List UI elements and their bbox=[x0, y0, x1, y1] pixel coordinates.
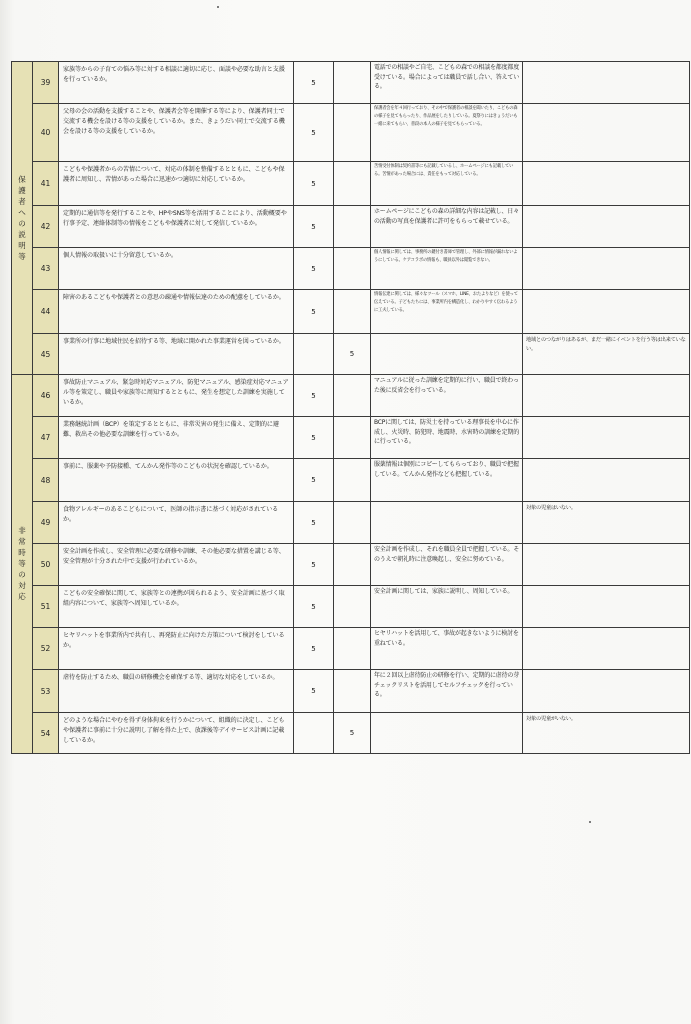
table-row bbox=[12, 206, 690, 248]
table-row bbox=[12, 670, 690, 713]
status-text: 安全計画に関しては、家族に説明し、周知している。 bbox=[371, 586, 523, 628]
question-text: 事前に、服薬や予防接種、てんかん発作等のこどもの状況を確認しているか。 bbox=[59, 459, 294, 502]
status-text: 服薬情報は個別にコピーしてもらっており、職員で把握している。てんかん発作なども把握している。 bbox=[371, 459, 523, 502]
yes-count: 5 bbox=[294, 586, 334, 628]
no-count bbox=[334, 248, 371, 290]
question-text: 業務継続計画（BCP）を策定するとともに、非常災害の発生に備え、定期的に避難、救出その他必要な訓練を行っているか。 bbox=[59, 417, 294, 459]
row-number: 39 bbox=[33, 62, 59, 104]
question-text: こどもや保護者からの苦情について、対応の体制を整備するとともに、こどもや保護者に周知し、苦情があった場合に迅速かつ適切に対応しているか。 bbox=[59, 162, 294, 206]
status-text: 個人情報に関しては、事務所の鍵付き書庫で管理し、外部に情報が漏れないようにしている。ケアコラボの情報も、職員以外は閲覧できない。 bbox=[371, 248, 523, 290]
no-count bbox=[334, 586, 371, 628]
improvement-text bbox=[523, 248, 690, 290]
no-count bbox=[334, 162, 371, 206]
status-text bbox=[371, 502, 523, 544]
improvement-text bbox=[523, 206, 690, 248]
question-text: ヒヤリハットを事業所内で共有し、再発防止に向けた方策について検討をしているか。 bbox=[59, 628, 294, 670]
yes-count: 5 bbox=[294, 162, 334, 206]
yes-count bbox=[294, 334, 334, 375]
improvement-text bbox=[523, 459, 690, 502]
no-count bbox=[334, 206, 371, 248]
table-row bbox=[12, 62, 690, 104]
yes-count: 5 bbox=[294, 290, 334, 334]
question-text: 家族等からの子育ての悩み等に対する相談に適切に応じ、面談や必要な助言と支援を行っているか。 bbox=[59, 62, 294, 104]
row-number: 45 bbox=[33, 334, 59, 375]
status-text: ヒヤリハットを活用して、事故が起きないように検討を重ねている。 bbox=[371, 628, 523, 670]
yes-count: 5 bbox=[294, 628, 334, 670]
question-text: 食物アレルギーのあるこどもについて、医師の指示書に基づく対応がされているか。 bbox=[59, 502, 294, 544]
table-row bbox=[12, 544, 690, 586]
status-text: 安全計画を作成し、それを職員全員で把握している。そのうえで朝礼時に注意喚起し、安全に努めている。 bbox=[371, 544, 523, 586]
yes-count: 5 bbox=[294, 544, 334, 586]
row-number: 40 bbox=[33, 104, 59, 162]
no-count bbox=[334, 290, 371, 334]
no-count bbox=[334, 502, 371, 544]
scan-speck bbox=[217, 6, 219, 8]
table-row bbox=[12, 459, 690, 502]
improvement-text bbox=[523, 670, 690, 713]
scan-speck bbox=[589, 821, 591, 823]
no-count bbox=[334, 62, 371, 104]
row-number: 43 bbox=[33, 248, 59, 290]
question-text: 事故防止マニュアル、緊急時対応マニュアル、防犯マニュアル、感染症対応マニュアル等を策定し、職員や家族等に周知するとともに、発生を想定した訓練を実施しているか。 bbox=[59, 375, 294, 417]
status-text: ホームページにこどもの森の詳細な内容は記載し、日々の活動の写真を保護者に許可をもらって載せている。 bbox=[371, 206, 523, 248]
yes-count: 5 bbox=[294, 62, 334, 104]
table-row bbox=[12, 248, 690, 290]
table-row bbox=[12, 417, 690, 459]
status-text: 年に２回以上虐待防止の研修を行い、定期的に虐待の芽チェックリストを活用してセルフチェックを行っている。 bbox=[371, 670, 523, 713]
table-row bbox=[12, 713, 690, 754]
table-row bbox=[12, 334, 690, 375]
yes-count: 5 bbox=[294, 459, 334, 502]
row-number: 53 bbox=[33, 670, 59, 713]
no-count bbox=[334, 628, 371, 670]
evaluation-table bbox=[11, 61, 690, 754]
question-text: 個人情報の取扱いに十分留意しているか。 bbox=[59, 248, 294, 290]
question-text: 父母の会の活動を支援することや、保護者会等を開催する等により、保護者同士で交流する機会を設ける等の支援をしているか。また、きょうだい同士で交流する機会を設ける等の支援をしているか。 bbox=[59, 104, 294, 162]
improvement-text bbox=[523, 586, 690, 628]
no-count bbox=[334, 544, 371, 586]
improvement-text bbox=[523, 290, 690, 334]
no-count: 5 bbox=[334, 334, 371, 375]
status-text: 情報伝達に関しては、様々なツール（スマホ、LINE、おたよりなど）を使って伝えている。子どもたちには、事業所内を構造化し、わかりやすく伝わるように工夫している。 bbox=[371, 290, 523, 334]
improvement-text bbox=[523, 62, 690, 104]
yes-count: 5 bbox=[294, 104, 334, 162]
question-text: 虐待を防止するため、職員の研修機会を確保する等、適切な対応をしているか。 bbox=[59, 670, 294, 713]
question-text: 事業所の行事に地域住民を招待する等、地域に開かれた事業運営を図っているか。 bbox=[59, 334, 294, 375]
yes-count: 5 bbox=[294, 375, 334, 417]
no-count: 5 bbox=[334, 713, 371, 754]
status-text: 保護者会を年４回行っており、その中で保護者の相談を聞いたり、こどもの森の様子を見てもらったり、作品展をしたりしている。夏祭りにはきょうだいも一緒に来てもらい、普段の本人の様子を見てもらっている。 bbox=[371, 104, 523, 162]
question-text: 障害のあるこどもや保護者との意思の疎通や情報伝達のための配慮をしているか。 bbox=[59, 290, 294, 334]
improvement-text bbox=[523, 162, 690, 206]
table-row bbox=[12, 502, 690, 544]
row-number: 48 bbox=[33, 459, 59, 502]
question-text: 安全計画を作成し、安全管理に必要な研修や訓練、その他必要な措置を講じる等、安全管理が十分された中で支援が行われているか。 bbox=[59, 544, 294, 586]
row-number: 49 bbox=[33, 502, 59, 544]
row-number: 42 bbox=[33, 206, 59, 248]
yes-count: 5 bbox=[294, 206, 334, 248]
table-row bbox=[12, 162, 690, 206]
row-number: 54 bbox=[33, 713, 59, 754]
yes-count: 5 bbox=[294, 502, 334, 544]
yes-count: 5 bbox=[294, 417, 334, 459]
row-number: 51 bbox=[33, 586, 59, 628]
yes-count: 5 bbox=[294, 248, 334, 290]
row-number: 52 bbox=[33, 628, 59, 670]
status-text bbox=[371, 334, 523, 375]
section-label-emergency: 非常時等の対応 bbox=[12, 375, 33, 754]
improvement-text bbox=[523, 544, 690, 586]
improvement-text: 地域とのつながりはあるが、まだ一緒にイベントを行う等は出来ていない。 bbox=[523, 334, 690, 375]
improvement-text bbox=[523, 628, 690, 670]
improvement-text: 対象の児童はいない。 bbox=[523, 502, 690, 544]
status-text: BCPに関しては、防災士を持っている理事長を中心に作成し、火災時、防犯時、地震時、水害時の訓練を定期的に行っている。 bbox=[371, 417, 523, 459]
status-text: マニュアルに従った訓練を定期的に行い、職員で終わった後に反省会を行っている。 bbox=[371, 375, 523, 417]
improvement-text bbox=[523, 375, 690, 417]
no-count bbox=[334, 375, 371, 417]
no-count bbox=[334, 104, 371, 162]
no-count bbox=[334, 670, 371, 713]
improvement-text: 対象の児童がいない。 bbox=[523, 713, 690, 754]
improvement-text bbox=[523, 417, 690, 459]
row-number: 46 bbox=[33, 375, 59, 417]
table-row bbox=[12, 628, 690, 670]
table-row bbox=[12, 104, 690, 162]
question-text: 定期的に通信等を発行することや、HPやSNS等を活用することにより、活動概要や行事予定、連絡体制等の情報をこどもや保護者に対して発信しているか。 bbox=[59, 206, 294, 248]
row-number: 41 bbox=[33, 162, 59, 206]
status-text bbox=[371, 713, 523, 754]
question-text: こどもの安全確保に関して、家族等との連携が図られるよう、安全計画に基づく取組内容について、家族等へ周知しているか。 bbox=[59, 586, 294, 628]
row-number: 50 bbox=[33, 544, 59, 586]
status-text: 苦情受付体制は契約書等にも記載しているし、ホームページにも記載している。苦情があった場合には、責任をもって対応している。 bbox=[371, 162, 523, 206]
question-text: どのような場合にやむを得ず身体拘束を行うかについて、組織的に決定し、こどもや保護者に事前に十分に説明し了解を得た上で、放課後等デイサービス計画に記載しているか。 bbox=[59, 713, 294, 754]
yes-count: 5 bbox=[294, 670, 334, 713]
status-text: 電話での相談やご自宅、こどもの森での相談を都度都度受けている。場合によっては職員で話し合い、答えている。 bbox=[371, 62, 523, 104]
no-count bbox=[334, 417, 371, 459]
yes-count bbox=[294, 713, 334, 754]
row-number: 47 bbox=[33, 417, 59, 459]
table-row bbox=[12, 375, 690, 417]
row-number: 44 bbox=[33, 290, 59, 334]
table-row bbox=[12, 290, 690, 334]
table-row bbox=[12, 586, 690, 628]
no-count bbox=[334, 459, 371, 502]
section-label-parents: 保護者への説明等 bbox=[12, 62, 33, 375]
improvement-text bbox=[523, 104, 690, 162]
